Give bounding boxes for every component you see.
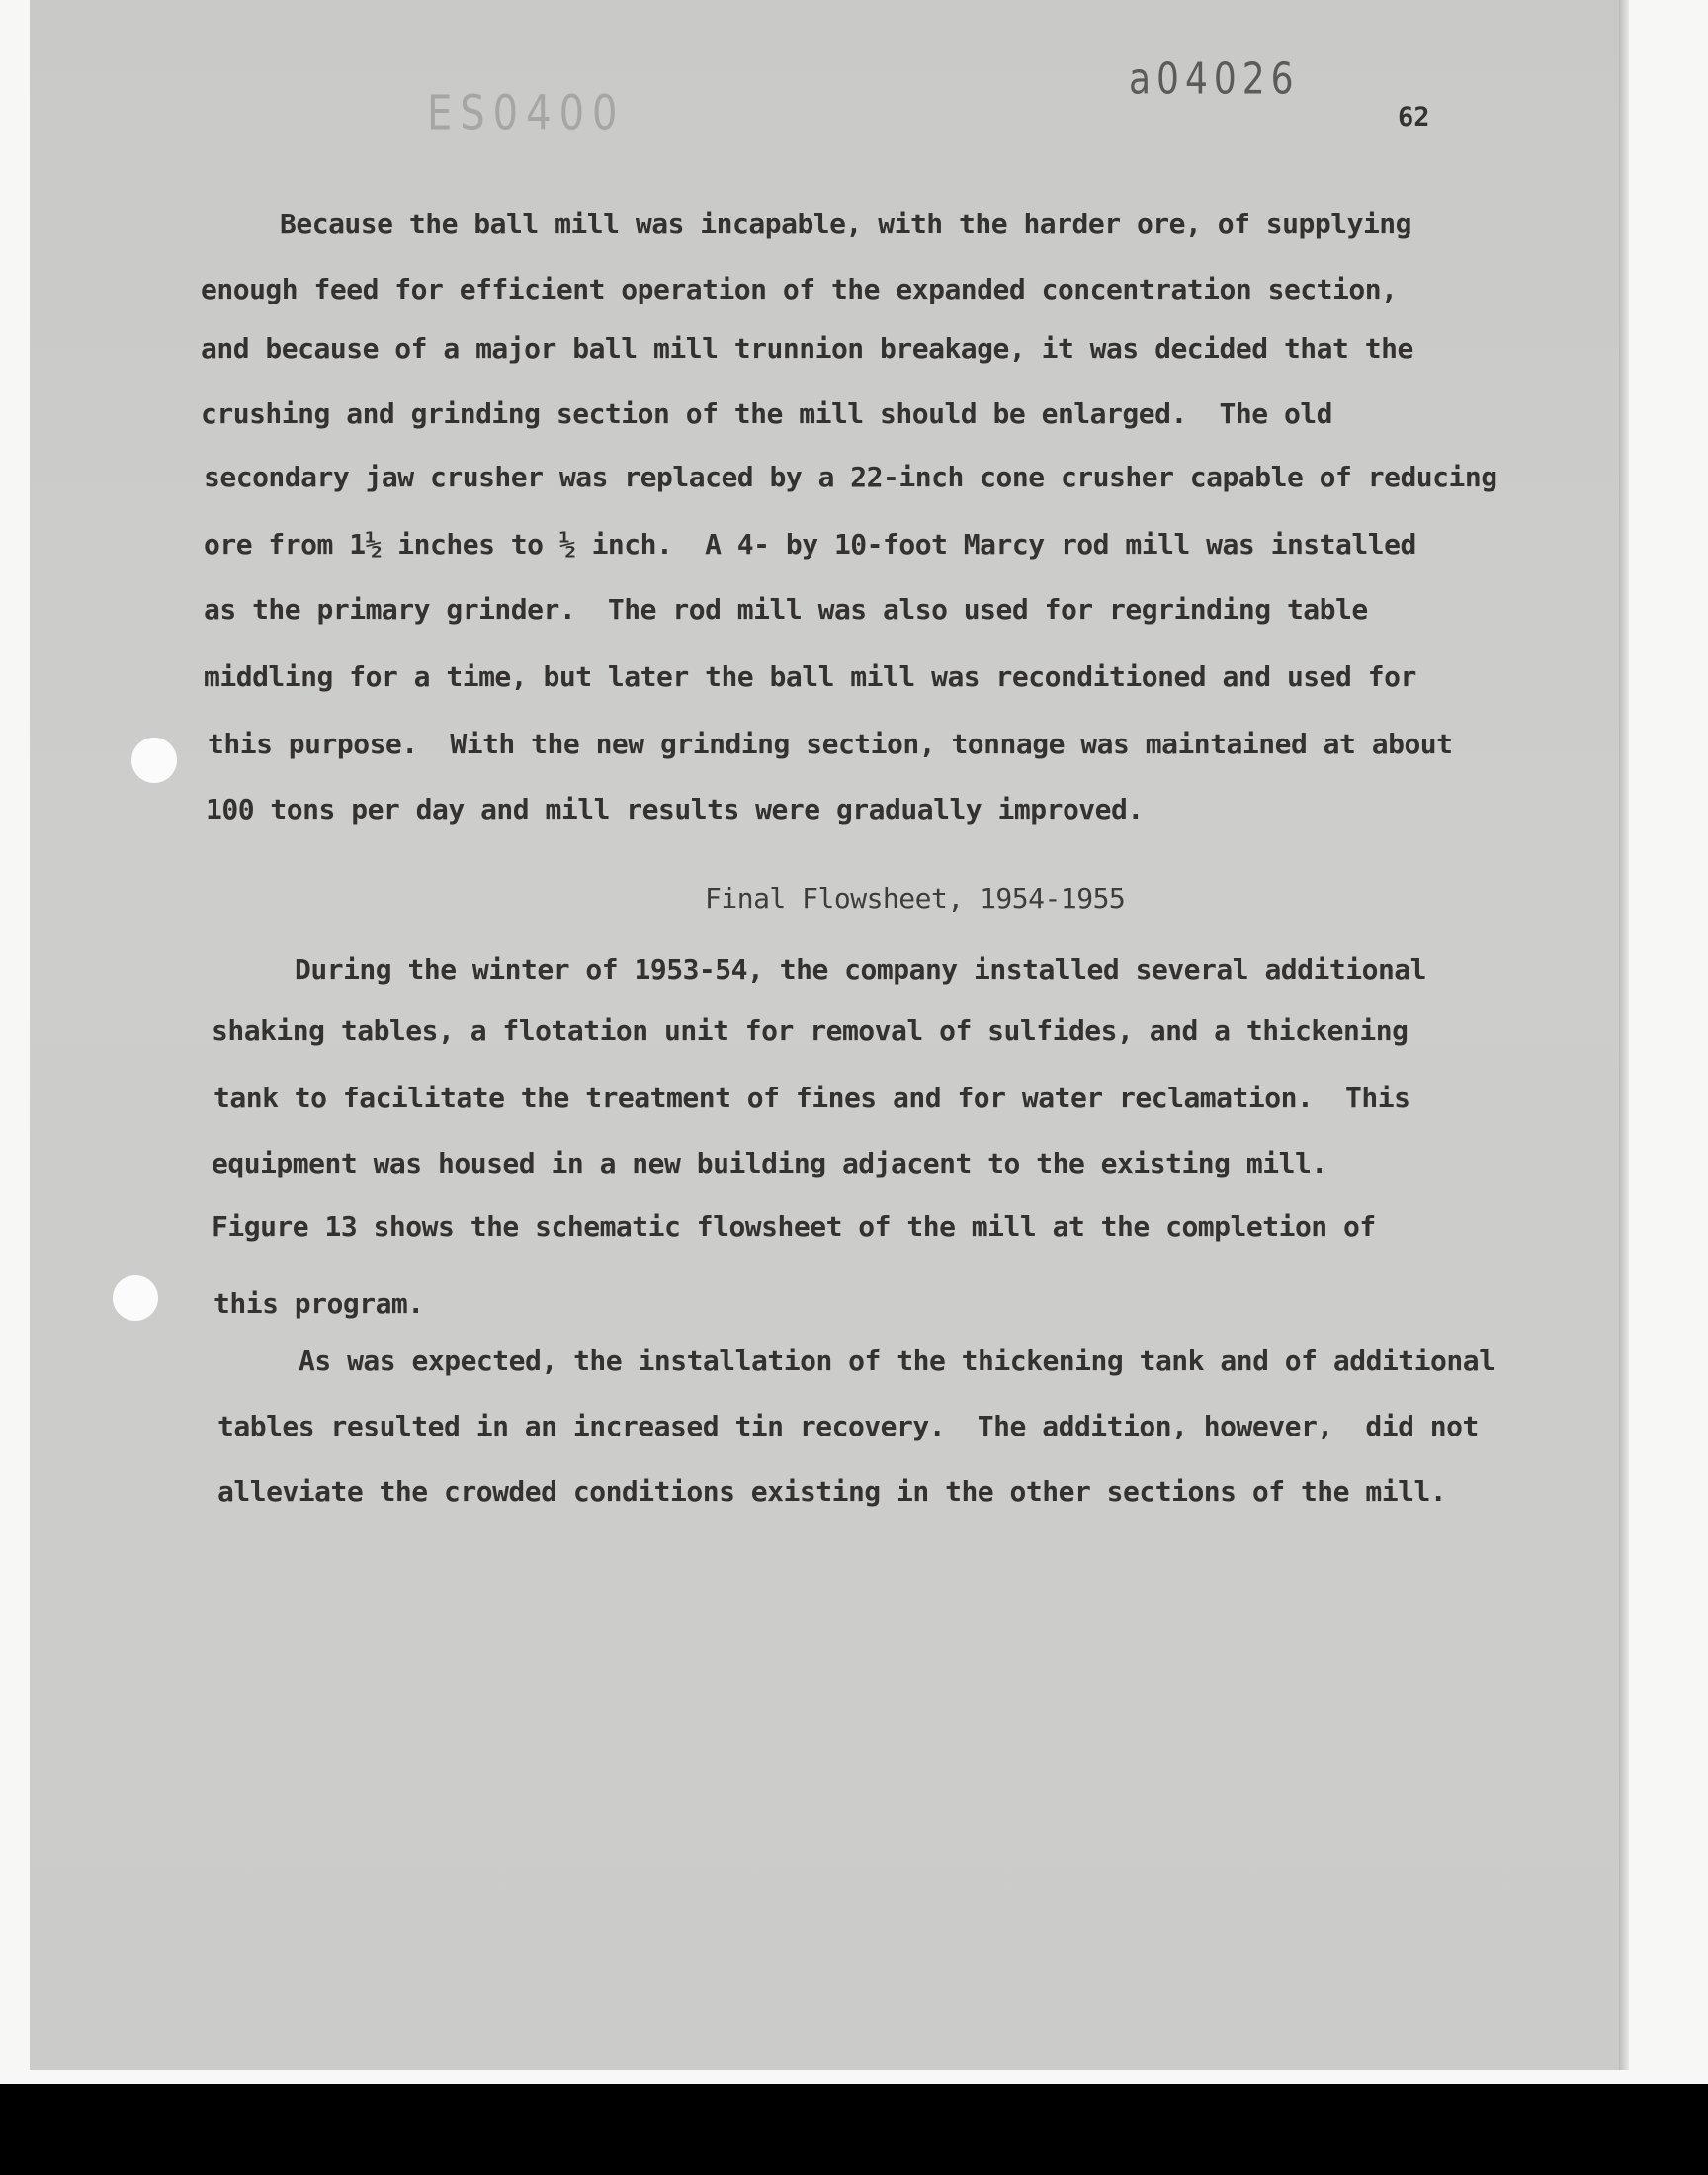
faded-stamp-number: ES0400 (427, 86, 626, 141)
text-line: shaking tables, a flotation unit for removal of sulfides, and a thickening (212, 1014, 1409, 1047)
text-line: and because of a major ball mill trunnion breakage, it was decided that the (201, 332, 1413, 365)
scanner-border (0, 2084, 1708, 2175)
page-number: 62 (1398, 102, 1430, 132)
text-line: middling for a time, but later the ball mill was reconditioned and used for (204, 660, 1416, 693)
text-line: alleviate the crowded conditions existing in the other sections of the mill. (217, 1475, 1447, 1508)
text-line: secondary jaw crusher was replaced by a 22-inch cone crusher capable of reducing (204, 461, 1497, 493)
text-line: tank to facilitate the treatment of fines and for water reclamation. This (214, 1082, 1410, 1114)
text-line: enough feed for efficient operation of the expanded concentration section, (201, 273, 1398, 305)
text-line: tables resulted in an increased tin recovery. The addition, however, did not (217, 1410, 1479, 1442)
text-line: this purpose. With the new grinding section, tonnage was maintained at about (208, 728, 1453, 760)
text-line: this program. (214, 1287, 424, 1320)
text-line: As was expected, the installation of the thickening tank and of additional (299, 1345, 1495, 1377)
punch-hole (113, 1275, 158, 1321)
text-line: as the primary grinder. The rod mill was also used for regrinding table (204, 593, 1368, 626)
text-line: Figure 13 shows the schematic flowsheet of the mill at the completion of (212, 1210, 1376, 1243)
punch-hole (131, 738, 177, 783)
document-number-stamp: a04026 (1129, 54, 1300, 105)
text-line: crushing and grinding section of the mill should be enlarged. The old (201, 397, 1333, 430)
text-line: 100 tons per day and mill results were gradually improved. (206, 793, 1144, 826)
text-line: Because the ball mill was incapable, with the harder ore, of supplying (280, 208, 1412, 240)
text-line: During the winter of 1953-54, the company installed several additional (295, 953, 1427, 986)
section-heading: Final Flowsheet, 1954-1955 (705, 882, 1126, 914)
text-line: equipment was housed in a new building adjacent to the existing mill. (212, 1147, 1327, 1179)
text-line: ore from 1½ inches to ½ inch. A 4- by 10-foot Marcy rod mill was installed (204, 528, 1416, 561)
